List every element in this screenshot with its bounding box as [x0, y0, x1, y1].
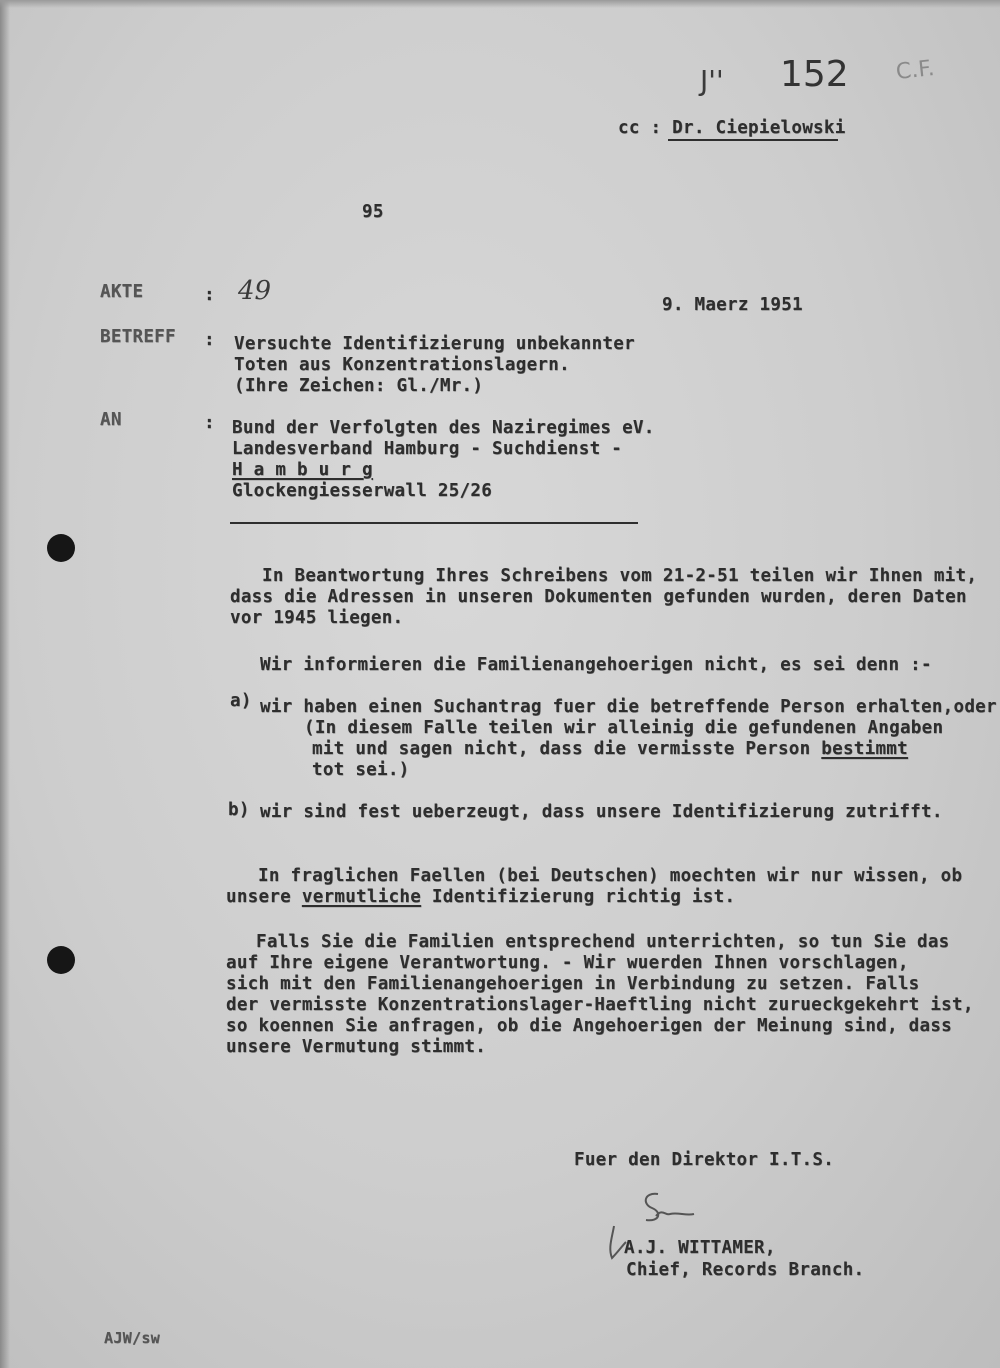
- punch-hole-bottom: [47, 946, 75, 974]
- address-line: Glockengiesserwall 25/26: [232, 481, 493, 501]
- paragraph-line: sich mit den Familienangehoerigen in Verbindung zu setzen. Falls: [226, 974, 920, 994]
- item-a-line: tot sei.): [312, 760, 410, 780]
- an-label: AN: [100, 410, 122, 430]
- betreff-block: [234, 334, 635, 397]
- address-line: Landesverband Hamburg - Suchdienst -: [232, 439, 623, 459]
- address-line: Bund der Verfolgten des Naziregimes eV.: [232, 418, 655, 438]
- paragraph-4: [226, 932, 974, 1058]
- paragraph-3: [226, 866, 962, 908]
- item-a-line: (In diesem Falle teilen wir alleinig die gefundenen Angaben: [304, 718, 944, 738]
- reference-initials: AJW/sw: [104, 1329, 160, 1347]
- signatory-name: A.J. WITTAMER,: [624, 1238, 776, 1258]
- betreff-label: BETREFF: [100, 327, 176, 347]
- file-number: 95: [362, 202, 384, 222]
- paragraph-line: vor 1945 liegen.: [230, 608, 404, 628]
- page-number: 152: [780, 54, 849, 95]
- paragraph-line-2: [226, 887, 962, 908]
- signatory-title: Chief, Records Branch.: [626, 1260, 865, 1280]
- item-b-text: wir sind fest ueberzeugt, dass unsere Identifizierung zutrifft.: [260, 802, 943, 822]
- signature-for-line: Fuer den Direktor I.T.S.: [574, 1150, 835, 1170]
- page-number-prefix: J'': [700, 64, 724, 97]
- paragraph-line: In Beantwortung Ihres Schreibens vom 21-2-51 teilen wir Ihnen mit,: [262, 566, 978, 586]
- pencil-note: C.F.: [894, 56, 936, 85]
- paragraph-line: so koennen Sie anfragen, ob die Angehoerigen der Meinung sind, dass: [226, 1016, 953, 1036]
- betreff-separator: :: [204, 330, 215, 350]
- underlined-word-bestimmt: bestimmt: [821, 739, 908, 759]
- page-edge-shadow-top: [0, 0, 1000, 8]
- paragraph-1: [230, 566, 977, 629]
- address-city: H a m b u r g: [232, 460, 373, 480]
- item-a-line-3: [260, 739, 997, 760]
- paragraph-line: Falls Sie die Familien entsprechend unterrichten, so tun Sie das: [256, 932, 950, 952]
- akte-separator: :: [204, 285, 215, 305]
- paragraph-2: Wir informieren die Familienangehoerigen nicht, es sei denn :-: [260, 655, 932, 675]
- address-rule: [230, 522, 638, 524]
- cc-line: [618, 118, 846, 139]
- item-a-line: wir haben einen Suchantrag fuer die betreffende Person erhalten,oder: [260, 697, 997, 717]
- betreff-line: Toten aus Konzentrationslagern.: [234, 355, 570, 375]
- recipient-address: [232, 418, 655, 502]
- item-a-block: [260, 697, 997, 781]
- item-b-label: b): [228, 800, 250, 820]
- paragraph-text: Identifizierung richtig ist.: [431, 887, 736, 907]
- paragraph-text: unsere: [226, 887, 292, 907]
- letter-date: 9. Maerz 1951: [662, 295, 803, 315]
- cc-underline: [668, 139, 838, 141]
- page-edge-shadow-left: [0, 0, 10, 1368]
- betreff-line: Versuchte Identifizierung unbekannter: [234, 334, 635, 354]
- paragraph-line: In fraglichen Faellen (bei Deutschen) moechten wir nur wissen, ob: [258, 866, 963, 886]
- cc-text: cc : Dr. Ciepielowski: [618, 118, 846, 138]
- akte-value: 49: [238, 276, 272, 306]
- item-a-label: a): [230, 691, 252, 711]
- paragraph-line: unsere Vermutung stimmt.: [226, 1037, 487, 1057]
- underlined-word-vermutliche: vermutliche: [301, 887, 422, 907]
- paragraph-line: auf Ihre eigene Verantwortung. - Wir wuerden Ihnen vorschlagen,: [226, 953, 909, 973]
- punch-hole-top: [47, 534, 75, 562]
- item-a-line-3-text: mit und sagen nicht, dass die vermisste Person: [312, 739, 811, 759]
- paragraph-line: der vermisste Konzentrationslager-Haeftling nicht zurueckgekehrt ist,: [226, 995, 974, 1015]
- an-separator: :: [204, 413, 215, 433]
- paragraph-line: dass die Adressen in unseren Dokumenten gefunden wurden, deren Daten: [230, 587, 967, 607]
- akte-label: AKTE: [100, 282, 144, 302]
- betreff-line: (Ihre Zeichen: Gl./Mr.): [234, 376, 484, 396]
